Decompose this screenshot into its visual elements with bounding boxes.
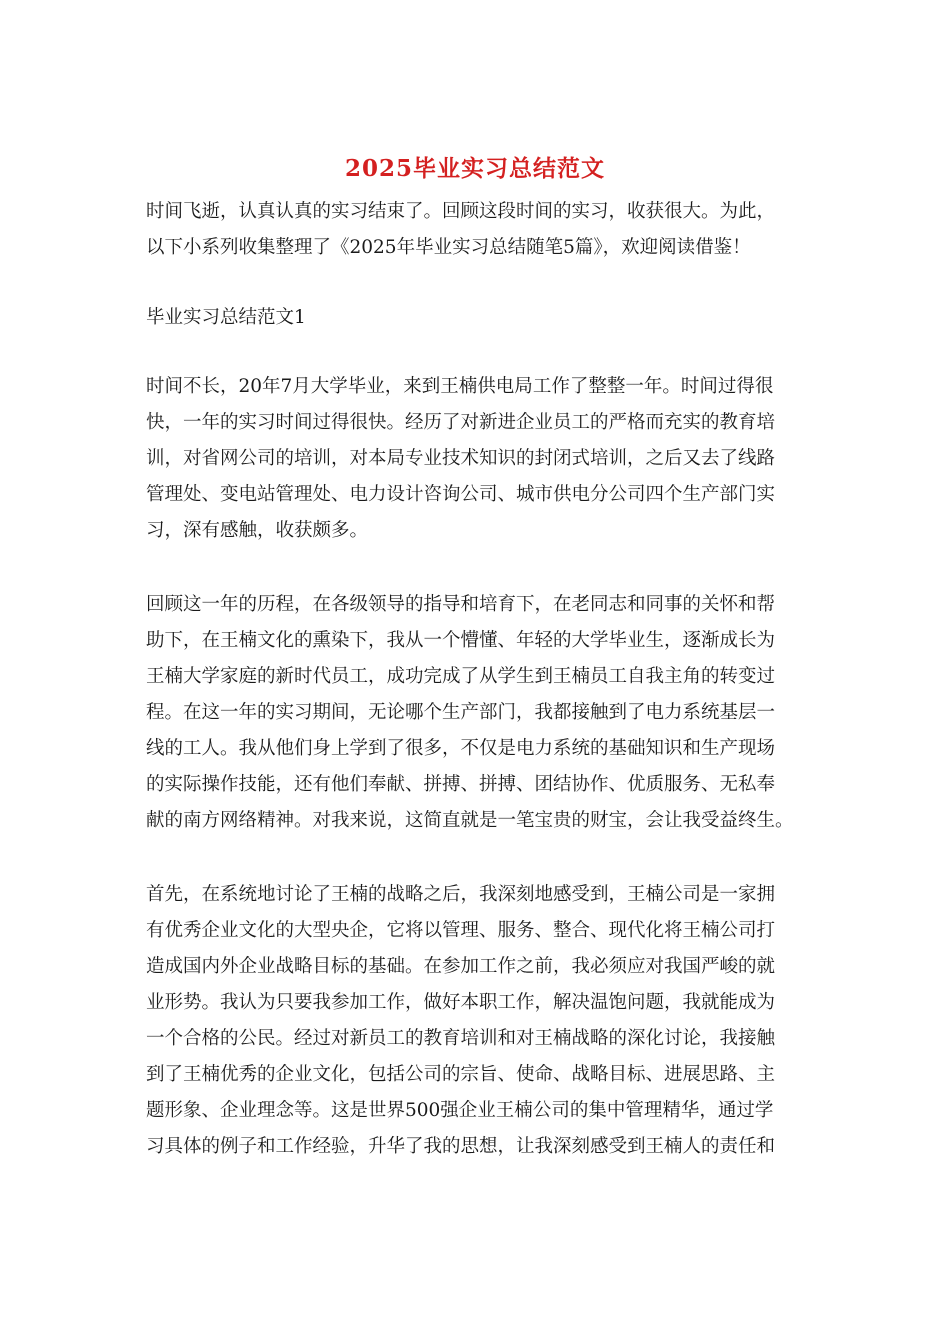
paragraph-line: 王楠大学家庭的新时代员工，成功完成了从学生到王楠员工自我主角的转变过 <box>146 666 776 687</box>
paragraph-line: 助下，在王楠文化的熏染下，我从一个懵懂、年轻的大学毕业生，逐渐成长为 <box>146 630 776 651</box>
paragraph-line: 程。在这一年的实习期间，无论哪个生产部门，我都接触到了电力系统基层一 <box>146 702 776 723</box>
paragraph-line: 线的工人。我从他们身上学到了很多，不仅是电力系统的基础知识和生产现场 <box>146 738 776 759</box>
paragraph-line: 习，深有感触，收获颇多。 <box>146 520 369 541</box>
paragraph-line: 首先，在系统地讨论了王楠的战略之后，我深刻地感受到，王楠公司是一家拥 <box>146 884 776 905</box>
paragraph-line: 献的南方网络精神。对我来说，这简直就是一笔宝贵的财宝，会让我受益终生。 <box>146 810 794 831</box>
paragraph-line: 管理处、变电站管理处、电力设计咨询公司、城市供电分公司四个生产部门实 <box>146 484 776 505</box>
paragraph-line: 到了王楠优秀的企业文化，包括公司的宗旨、使命、战略目标、进展思路、主 <box>146 1064 776 1085</box>
paragraph-line: 训，对省网公司的培训，对本局专业技术知识的封闭式培训，之后又去了线路 <box>146 448 776 469</box>
intro-line: 以下小系列收集整理了《2025年毕业实习总结随笔5篇》，欢迎阅读借鉴！ <box>146 237 751 258</box>
document-title: 2025毕业实习总结范文 <box>344 155 605 182</box>
paragraph-line: 快，一年的实习时间过得很快。经历了对新进企业员工的严格而充实的教育培 <box>146 412 776 433</box>
paragraph-line: 造成国内外企业战略目标的基础。在参加工作之前，我必须应对我国严峻的就 <box>146 956 776 977</box>
intro-line: 时间飞逝，认真认真的实习结束了。回顾这段时间的实习，收获很大。为此， <box>146 201 776 222</box>
paragraph-line: 业形势。我认为只要我参加工作，做好本职工作，解决温饱问题，我就能成为 <box>146 992 776 1013</box>
paragraph-line: 题形象、企业理念等。这是世界500强企业王楠公司的集中管理精华，通过学 <box>146 1100 774 1121</box>
paragraph-line: 习具体的例子和工作经验，升华了我的思想，让我深刻感受到王楠人的责任和 <box>146 1136 776 1157</box>
paragraph-line: 回顾这一年的历程，在各级领导的指导和培育下，在老同志和同事的关怀和帮 <box>146 594 776 615</box>
paragraph-line: 的实际操作技能，还有他们奉献、拼搏、拼搏、团结协作、优质服务、无私奉 <box>146 774 776 795</box>
paragraph-line: 时间不长，20年7月大学毕业，来到王楠供电局工作了整整一年。时间过得很 <box>146 376 774 397</box>
paragraph-line: 一个合格的公民。经过对新员工的教育培训和对王楠战略的深化讨论，我接触 <box>146 1028 776 1049</box>
paragraph-line: 有优秀企业文化的大型央企，它将以管理、服务、整合、现代化将王楠公司打 <box>146 920 776 941</box>
section-heading: 毕业实习总结范文1 <box>146 307 306 328</box>
